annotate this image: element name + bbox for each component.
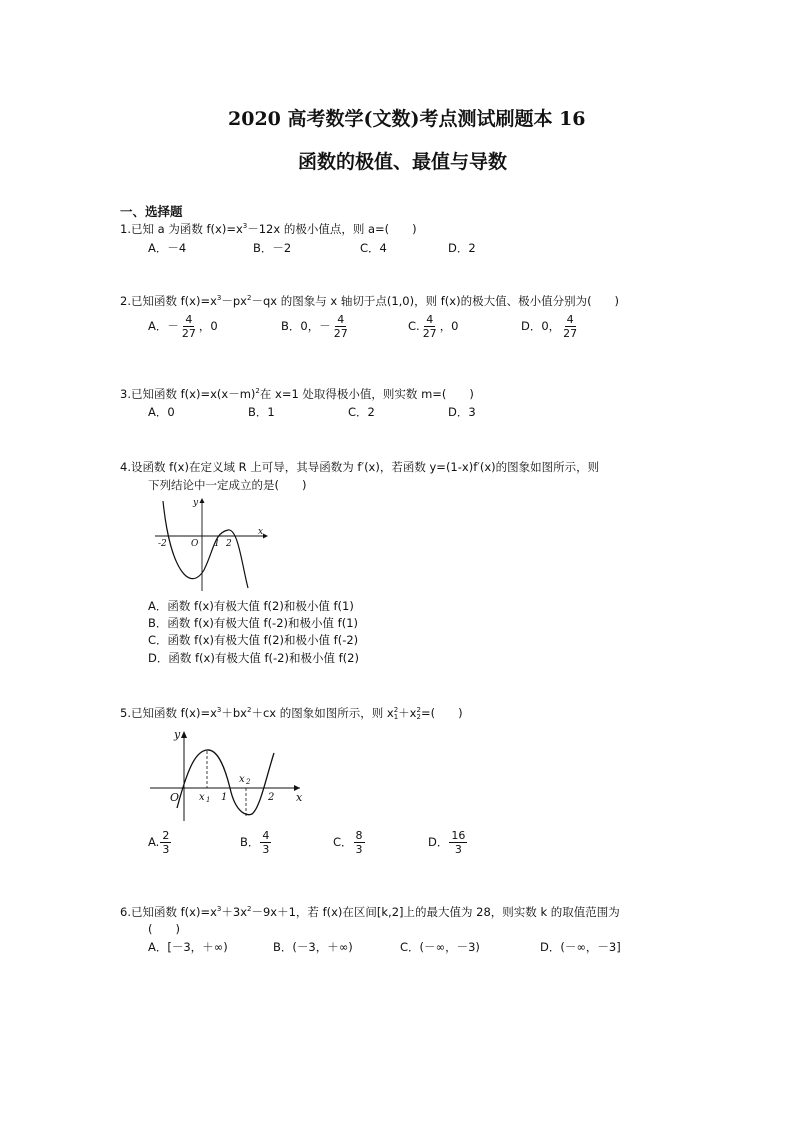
q5-option-a: [148, 829, 172, 856]
q5-text-post1: ＋cx 的图象如图所示，则 x: [251, 706, 394, 720]
q4-option-c: C．函数 f(x)有极大值 f(2)和极小值 f(-2): [148, 633, 359, 647]
q2-a-fraction: [180, 313, 198, 340]
q5-label-2: 2: [268, 792, 275, 803]
q3-option-c: C．2: [348, 405, 375, 419]
q2-option-a: [148, 313, 218, 340]
section-heading: 一、选择题: [120, 204, 183, 219]
q2-d-num: 4: [566, 313, 574, 326]
q5-c-num: 8: [355, 829, 363, 842]
question-6-line2: ( ): [148, 922, 180, 936]
q2-a-label: A．－: [148, 319, 179, 333]
q6-option-b: B．(－3，＋∞): [273, 940, 353, 954]
q2-d-den: 27: [563, 327, 578, 340]
q2-c-label: C.: [408, 319, 420, 333]
question-1: [120, 221, 417, 237]
q5-text-pre: 5.已知函数 f(x)=x: [120, 706, 217, 720]
q6-text-pre: 6.已知函数 f(x)=x: [120, 905, 217, 919]
q5-sup1: 3: [216, 706, 222, 715]
q2-b-label: B．0，－: [281, 319, 331, 333]
q2-option-c: [408, 313, 459, 340]
page-subtitle: 函数的极值、最值与导数: [298, 151, 508, 173]
q1-option-b: B．－2: [253, 241, 292, 255]
q4-label-y: y: [193, 498, 199, 508]
q2-sup2: 2: [246, 294, 252, 303]
q1-sup: 3: [242, 222, 248, 231]
q5-text-mid: ＋bx: [221, 706, 247, 720]
q5-b-den: 3: [262, 843, 270, 856]
q5-option-b: [240, 829, 272, 856]
q2-c-den: 27: [422, 327, 437, 340]
q2-d-fraction: [561, 313, 579, 340]
question-4-line1: 4.设函数 f(x)在定义域 R 上可导，其导函数为 f′(x)，若函数 y=(1-x)f′(x)的图象如图所示，则: [120, 460, 600, 474]
q5-d-den: 3: [454, 843, 462, 856]
q5-option-c: [333, 829, 366, 856]
q6-text-post: －9x＋1，若 f(x)在区间[k,2]上的最大值为 28，则实数 k 的取值范围为: [251, 905, 620, 919]
q5-sub4: 2: [416, 712, 421, 721]
q1-option-c: C．4: [360, 241, 387, 255]
page-title: 2020 高考数学(文数)考点测试刷题本 16: [228, 108, 586, 130]
q5-plus: ＋x: [398, 706, 417, 720]
q5-label-x2-sub: 2: [246, 778, 251, 786]
question-3: [120, 386, 474, 402]
q4-label-x: x: [258, 527, 264, 537]
q2-b-num: 4: [337, 313, 345, 326]
q4-x-arrow: [263, 534, 268, 539]
q1-option-a: A．－4: [148, 241, 187, 255]
q5-option-d: [428, 829, 468, 856]
q5-d-fraction: [449, 829, 467, 856]
q5-label-o: O: [170, 791, 180, 804]
q4-option-a: A．函数 f(x)有极大值 f(2)和极小值 f(1): [148, 599, 354, 613]
q5-a-label: A.: [148, 835, 160, 849]
question-6: [120, 904, 620, 920]
q5-label-y: y: [174, 728, 181, 741]
q3-sup: 2: [255, 387, 260, 396]
q2-b-den: 27: [333, 327, 348, 340]
q2-a-num: 4: [185, 313, 193, 326]
q4-option-b: B．函数 f(x)有极大值 f(-2)和极小值 f(1): [148, 616, 359, 630]
q2-sup1: 3: [216, 294, 222, 303]
q1-text-post: －12x 的极小值点，则 a=( ): [247, 222, 417, 236]
q2-option-d: [521, 313, 580, 340]
question-4-line2: 下列结论中一定成立的是( ): [148, 478, 307, 492]
q4-label-neg2: -2: [158, 539, 167, 549]
q5-c-den: 3: [355, 843, 363, 856]
q2-option-b: [281, 313, 351, 340]
q3-text-pre: 3.已知函数 f(x)=x(x－m): [120, 387, 256, 401]
q4-curve: [163, 501, 248, 588]
q5-y-arrow: [181, 731, 187, 738]
q2-c-num: 4: [426, 313, 434, 326]
q5-sup3: 2: [393, 705, 399, 714]
q5-sup4: 2: [416, 705, 421, 714]
q6-option-c: C．(－∞，－3): [400, 940, 480, 954]
q5-a-den: 3: [162, 843, 170, 856]
q5-label-x: x: [296, 791, 303, 804]
q2-c-tail: ，0: [439, 319, 459, 333]
q4-label-2: 2: [226, 539, 232, 549]
q2-text-pre: 2.已知函数 f(x)=x: [120, 294, 217, 308]
q1-option-d: D．2: [448, 241, 476, 255]
q4-graph: [150, 495, 270, 595]
q5-a-fraction: [160, 829, 171, 856]
q5-label-x2: x: [239, 774, 245, 785]
q5-c-fraction: [354, 829, 365, 856]
q5-sub3: 1: [393, 712, 399, 721]
q2-c-fraction: [421, 313, 439, 340]
q3-option-b: B．1: [248, 405, 275, 419]
q2-b-fraction: [332, 313, 350, 340]
q5-b-num: 4: [262, 829, 270, 842]
q1-text-pre: 1.已知 a 为函数 f(x)=x: [120, 222, 243, 236]
q6-option-a: A．[－3，＋∞): [148, 940, 228, 954]
q3-option-a: A．0: [148, 405, 175, 419]
q3-option-d: D．3: [448, 405, 476, 419]
q5-label-1: 1: [221, 792, 228, 803]
q5-curve: [177, 750, 274, 815]
q5-graph: [150, 723, 303, 823]
q5-b-fraction: [260, 829, 271, 856]
q5-a-num: 2: [162, 829, 170, 842]
q5-d-label: D．: [428, 835, 449, 849]
question-2: [120, 293, 619, 309]
q2-text-post: －qx 的图象与 x 轴切于点(1,0)，则 f(x)的极大值、极小值分别为( ): [251, 294, 620, 308]
q2-a-tail: ，0: [198, 319, 218, 333]
q2-a-den: 27: [181, 327, 196, 340]
q6-sup1: 3: [216, 905, 222, 914]
q6-option-d: D．(－∞，－3]: [540, 940, 621, 954]
q4-label-o: O: [191, 539, 199, 549]
question-5: [120, 705, 463, 721]
q3-text-post: 在 x=1 处取得极小值，则实数 m=( ): [259, 387, 474, 401]
q5-text-post2: =( ): [420, 706, 463, 720]
q5-label-x1-sub: 1: [206, 796, 211, 804]
q5-label-x1: x: [199, 792, 205, 803]
q5-d-num: 16: [451, 829, 466, 842]
q2-d-label: D．0，: [521, 319, 561, 333]
q5-c-label: C．: [333, 835, 353, 849]
q2-text-mid: －px: [221, 294, 247, 308]
q4-y-arrow: [200, 498, 205, 503]
q4-option-d: D．函数 f(x)有极大值 f(-2)和极小值 f(2): [148, 651, 359, 665]
q6-sup2: 2: [247, 905, 252, 914]
q6-text-mid: ＋3x: [221, 905, 247, 919]
q5-sup2: 2: [246, 706, 252, 715]
q5-b-label: B．: [240, 835, 260, 849]
q4-label-1: 1: [214, 539, 220, 549]
